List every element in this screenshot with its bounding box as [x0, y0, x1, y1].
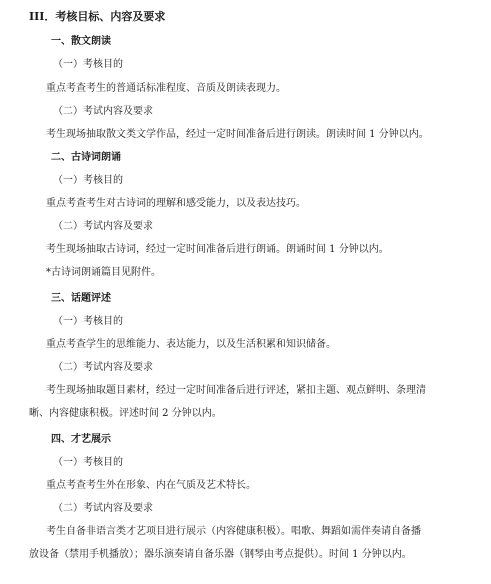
paragraph-goal: 重点考查考生外在形象、内在气质及艺术特长。: [46, 480, 256, 491]
section-title: III．考核目标、内容及要求: [29, 10, 166, 23]
subheading-requirements: （二）考试内容及要求: [53, 362, 153, 373]
heading-topic-commentary: 三、话题评述: [51, 293, 111, 304]
heading-prose-reading: 一、散文朗读: [51, 36, 111, 47]
subheading-goal: （一）考核目的: [53, 59, 123, 70]
paragraph-goal: 重点考查考生对古诗词的理解和感受能力，以及表达技巧。: [46, 198, 306, 209]
heading-talent-show: 四、才艺展示: [51, 434, 111, 445]
subheading-requirements: （二）考试内容及要求: [53, 106, 153, 117]
paragraph-requirements: 考生现场抽取散文类文学作品，经过一定时间准备后进行朗读。朗读时间 1 分钟以内。: [46, 129, 429, 140]
footnote-appendix: *古诗词朗诵篇目见附件。: [46, 267, 161, 278]
paragraph-goal: 重点考查考生的普通话标准程度、音质及朗读表现力。: [46, 83, 286, 94]
paragraph-requirements-line-2: 放设备（禁用手机播放）；器乐演奏请自备乐器（钢琴由考点提供）。时间 1 分钟以内。: [29, 549, 412, 560]
subheading-requirements: （二）考试内容及要求: [53, 503, 153, 514]
paragraph-requirements-line-1: 考生自备非语言类才艺项目进行展示（内容健康积极）。唱歌、舞蹈如需伴奏请自备播: [46, 526, 421, 537]
subheading-goal: （一）考核目的: [53, 457, 123, 468]
subheading-goal: （一）考核目的: [53, 316, 123, 327]
paragraph-requirements-line-2: 晰、内容健康积极。评述时间 2 分钟以内。: [29, 408, 222, 419]
paragraph-requirements-line-1: 考生现场抽取题目素材，经过一定时间准备后进行评述，紧扣主题、观点鲜明、条理清: [46, 385, 426, 396]
paragraph-requirements: 考生现场抽取古诗词，经过一定时间准备后进行朗诵。朗诵时间 1 分钟以内。: [46, 244, 389, 255]
subheading-goal: （一）考核目的: [53, 175, 123, 186]
paragraph-goal: 重点考查学生的思维能力、表达能力，以及生活积累和知识储备。: [46, 339, 336, 350]
heading-poetry-recitation: 二、古诗词朗诵: [51, 152, 121, 163]
subheading-requirements: （二）考试内容及要求: [53, 221, 153, 232]
